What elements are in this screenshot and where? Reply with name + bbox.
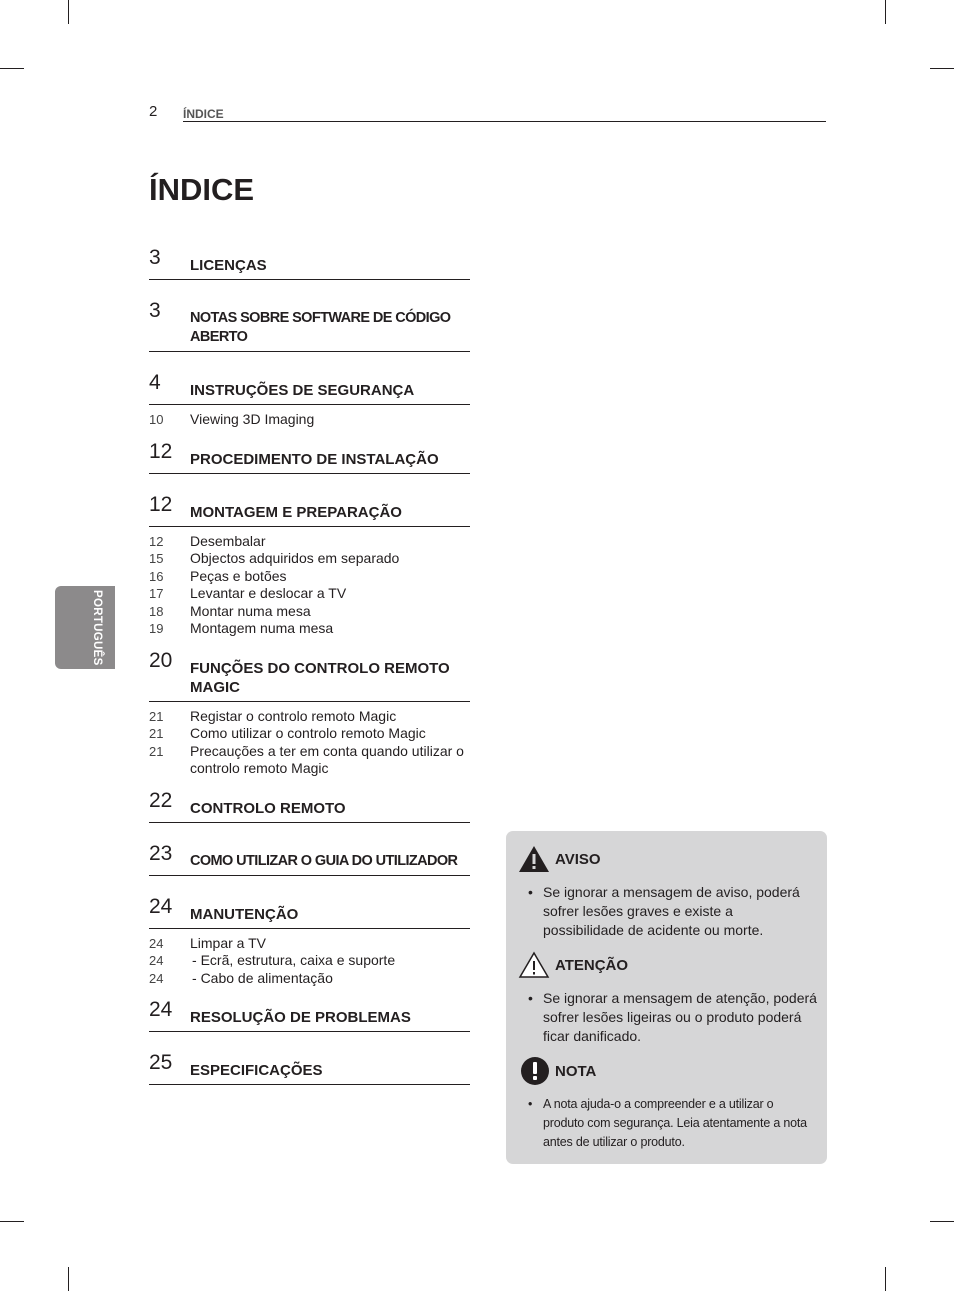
toc-item-page: 17 (149, 586, 164, 601)
toc-item-page: 15 (149, 551, 164, 566)
toc-item-text: Precauções a ter em conta quando utilizar o controlo remoto Magic (190, 742, 464, 776)
toc-section-title: FUNÇÕES DO CONTROLO REMOTO MAGIC (190, 659, 450, 696)
toc-section-page: 12 (149, 492, 173, 516)
toc-item-text: Viewing 3D Imaging (190, 411, 315, 427)
exclamation-circle-icon (518, 1056, 550, 1086)
toc-item-page: 18 (149, 603, 164, 619)
toc-section-page: 24 (149, 894, 173, 918)
crop-mark (0, 68, 24, 69)
crop-mark (885, 0, 886, 24)
toc-section-page: 23 (149, 841, 173, 865)
crop-mark (885, 1267, 886, 1291)
toc-item-page: 21 (149, 708, 164, 724)
toc-item (149, 935, 470, 953)
toc-item-page: 21 (149, 743, 164, 759)
crop-mark (930, 1221, 954, 1222)
toc-section-page: 3 (149, 299, 161, 322)
toc-item (149, 533, 470, 551)
toc-item-text: Como utilizar o controlo remoto Magic (190, 725, 426, 741)
toc-section-title: CONTROLO REMOTO (190, 799, 346, 817)
caution-text: • Se ignorar a mensagem de atenção, poderá sofrer lesões ligeiras ou o produto poderá ficar danificado. (518, 989, 817, 1046)
toc-section (149, 895, 470, 929)
toc-section-page: 4 (149, 371, 161, 394)
toc-item (149, 568, 470, 586)
toc-item (149, 620, 470, 638)
toc-item-text: Peças e botões (190, 567, 287, 584)
warning-outline-icon (518, 950, 550, 980)
toc-section-page: 12 (149, 439, 173, 463)
toc-item (149, 725, 470, 743)
toc-section (149, 789, 470, 823)
toc-item (149, 550, 470, 568)
toc-section (149, 371, 470, 405)
toc-section-title: MANUTENÇÃO (190, 905, 299, 923)
note-title: NOTA (555, 1063, 597, 1080)
notice-box (506, 831, 827, 1164)
toc-section (149, 246, 470, 280)
toc-item-text: Objectos adquiridos em separado (190, 550, 400, 566)
toc-item-list (149, 708, 470, 778)
toc-item-text: Montar numa mesa (190, 602, 311, 619)
toc-section-page: 22 (149, 788, 173, 812)
toc-section (149, 649, 470, 702)
toc-section-page: 24 (149, 998, 173, 1021)
language-tab-label: PORTUGUÊS (91, 590, 103, 666)
toc-item-page: 19 (149, 621, 164, 636)
toc-item (149, 970, 470, 988)
toc-section-title: MONTAGEM E PREPARAÇÃO (190, 503, 402, 521)
warning-notice (518, 844, 817, 940)
toc-item-text: Registar o controlo remoto Magic (190, 707, 397, 724)
toc-section-title: LICENÇAS (190, 257, 267, 274)
toc-item-list (149, 533, 470, 638)
warning-text: • Se ignorar a mensagem de aviso, poderá sofrer lesões graves e existe a possibilidade de acidente ou morte. (518, 883, 817, 940)
toc-section-title: ESPECIFICAÇÕES (190, 1062, 323, 1079)
toc-item (149, 603, 470, 621)
toc-item-page: 24 (149, 935, 164, 951)
toc-section (149, 299, 470, 352)
toc-item-list (149, 935, 470, 988)
toc-item-page: 21 (149, 726, 164, 741)
language-tab (55, 586, 115, 669)
note-text: • A nota ajuda-o a compreender e a utilizar o produto com segurança. Leia atentamente a nota antes de utilizar o produto. (518, 1095, 817, 1152)
toc-item-page: 24 (149, 953, 164, 968)
toc-item (149, 952, 470, 970)
crop-mark (0, 1221, 24, 1222)
toc-item-list (149, 411, 470, 429)
warning-filled-icon (518, 844, 550, 874)
toc-item-text: - Cabo de alimentação (190, 970, 470, 988)
page-title: ÍNDICE (149, 172, 255, 207)
note-notice (518, 1056, 817, 1152)
toc-item-page: 16 (149, 568, 164, 584)
page-number: 2 (149, 103, 158, 120)
crop-mark (68, 1267, 69, 1291)
caution-notice (518, 950, 817, 1046)
toc-section (149, 440, 470, 474)
toc-section-page: 3 (149, 246, 161, 269)
header-rule (183, 121, 826, 122)
crop-mark (68, 0, 69, 24)
toc-item (149, 585, 470, 603)
toc-item-text: - Ecrã, estrutura, caixa e suporte (190, 952, 470, 970)
page-header (149, 103, 826, 123)
toc-item (149, 411, 470, 429)
toc-section (149, 1051, 470, 1085)
toc-item (149, 708, 470, 726)
toc-item-text: Desembalar (190, 532, 266, 549)
toc-item-page: 10 (149, 412, 164, 427)
toc-section-page: 20 (149, 648, 173, 672)
table-of-contents (149, 246, 470, 1085)
crop-mark (930, 68, 954, 69)
warning-title: AVISO (555, 851, 601, 868)
toc-item-text: Limpar a TV (190, 934, 266, 951)
toc-item-page: 24 (149, 970, 164, 986)
toc-item (149, 743, 470, 778)
toc-section-page: 25 (149, 1051, 173, 1074)
toc-section-title: COMO UTILIZAR O GUIA DO UTILIZADOR (190, 852, 458, 869)
toc-section-title: NOTAS SOBRE SOFTWARE DE CÓDIGO ABERTO (190, 310, 451, 345)
toc-section (149, 493, 470, 527)
toc-section (149, 842, 470, 876)
toc-item-page: 12 (149, 533, 164, 549)
toc-section-title: PROCEDIMENTO DE INSTALAÇÃO (190, 450, 439, 468)
toc-section-title: RESOLUÇÃO DE PROBLEMAS (190, 1009, 411, 1026)
header-title: ÍNDICE (183, 107, 224, 121)
toc-item-text: Levantar e deslocar a TV (190, 585, 347, 601)
toc-item-text: Montagem numa mesa (190, 620, 334, 636)
toc-section (149, 998, 470, 1032)
caution-title: ATENÇÃO (555, 957, 629, 974)
toc-section-title: INSTRUÇÕES DE SEGURANÇA (190, 382, 415, 399)
